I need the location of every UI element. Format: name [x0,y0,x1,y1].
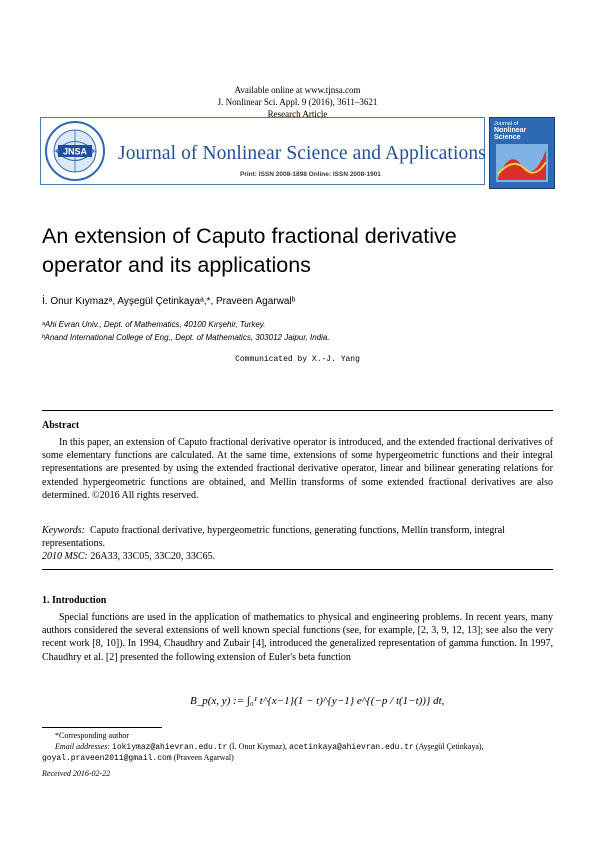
corresponding-note: *Corresponding author [55,731,129,740]
msc-label: 2010 MSC: [42,551,88,562]
abstract-text [42,436,553,502]
cover-line1: Journal of [494,121,519,127]
affiliation-b: ᵇAnand International College of Eng., Dept. of Mathematics, 303012 Jaipur, India. [42,333,330,342]
affiliation-a: ᵃAhi Evran Univ., Dept. of Mathematics, 40100 Kırşehir, Turkey. [42,320,266,329]
email-kiymaz[interactable]: iokiymaz@ahievran.edu.tr [112,743,228,752]
paper-title [42,222,562,280]
availability-line: Available online at www.tjnsa.com [234,85,361,95]
intro-body: Special functions are used in the application of mathematics to physical and engineering problems. In recent years, many authors considered the several extensions of well known special functions (see, for example, [2, 3, 9, 12, 13]; see also the very recent work [8, 10]). In 1994, Chaudhry and Zubair [4], introduced the generalized representation of gamma function. In 1997, Chaudhry et al. [2] presented the following extension of Euler's beta function [42,612,553,663]
communicated-by: Communicated by X.-J. Yang [235,355,360,364]
intro-text [42,611,553,664]
journal-cover-image [489,117,555,189]
name-kiymaz: (İ. Onur Kıymaz), [229,742,288,751]
abstract-top-rule [42,410,553,411]
title-line2: operator and its applications [42,253,311,277]
cover-line2: Nonlinear Science [494,127,527,141]
keywords [42,524,553,550]
name-cetinkaya: (Ayşegül Çetinkaya), [415,742,484,751]
abstract-heading: Abstract [42,420,80,431]
cover-art [490,118,554,188]
msc [42,550,553,563]
footnote-rule [42,727,162,728]
email-cetinkaya[interactable]: acetinkaya@ahievran.edu.tr [289,743,414,752]
title-line1: An extension of Caputo fractional derivative [42,224,457,248]
abstract-bottom-rule [42,569,553,570]
keywords-text: Caputo fractional derivative, hypergeometric functions, generating functions, Mellin transform, integral representations. [42,525,505,550]
keywords-label: Keywords: [42,525,85,536]
journal-title: Journal of Nonlinear Science and Applications [118,143,486,164]
logo-text: JNSA [62,146,88,157]
email-label: Email addresses: [55,742,111,751]
author-list: İ. Onur Kıymazᵃ, Ayşegül Çetinkayaᵃ,*, Praveen Agarwalᵇ [42,296,296,307]
email-agarwal[interactable]: goyal.praveen2011@gmail.com [42,754,172,763]
intro-heading: 1. Introduction [42,595,107,606]
msc-codes: 26A33, 33C05, 33C20, 33C65. [90,551,216,562]
received-date: Received 2016-02-22 [42,769,111,778]
journal-citation: J. Nonlinear Sci. Appl. 9 (2016), 3611–3621 [217,97,378,107]
email-line2 [42,752,553,764]
name-agarwal: (Praveen Agarwal) [173,753,234,762]
beta-function-formula: B_p(x, y) := ∫₀¹ t^{x−1}(1 − t)^{y−1} e^{(−p / t(1−t))} dt, [190,695,445,707]
abstract-body: In this paper, an extension of Caputo fractional derivative operator is introduced, and the extended fractional derivatives of some elementary functions are calculated. At the same time, extensions of some hypergeometric functions and their integral representations are presented by using the extended fractional derivative operator, linear and bilinear generating relations for extended hypergeometric functions are obtained, and Mellin transforms of some extended fractional derivatives are also determined. ©2016 All rights reserved. [42,437,553,501]
journal-issn: Print: ISSN 2008-1898 Online: ISSN 2008-1901 [240,171,381,178]
article-type: Research Article [267,109,328,119]
journal-logo [44,120,106,182]
